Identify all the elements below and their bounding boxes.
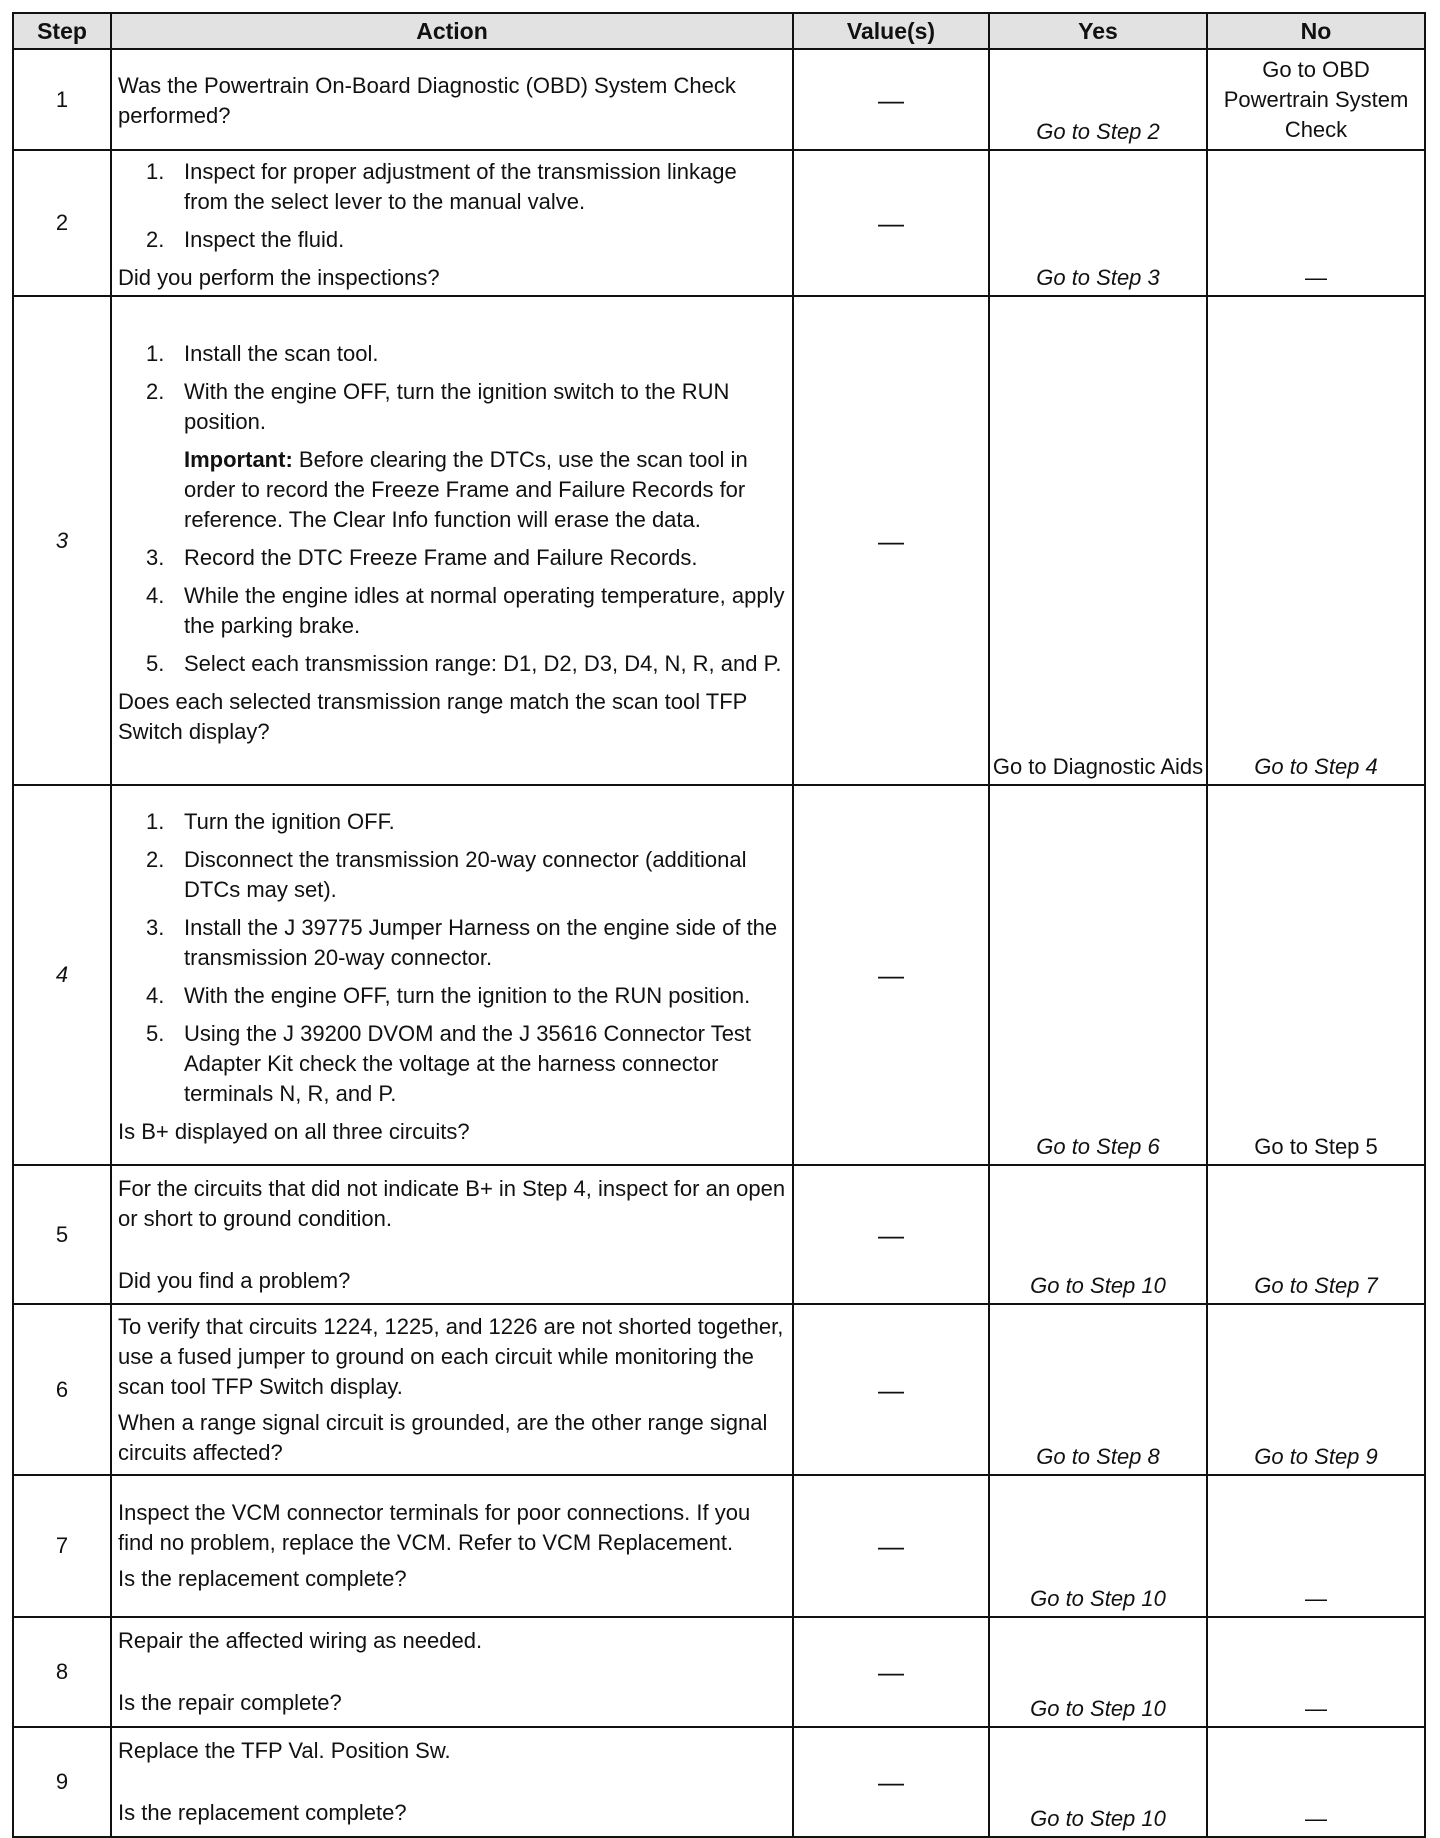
- diagnostic-table: [12, 12, 1426, 1838]
- action-question: Did you find a problem?: [118, 1267, 351, 1293]
- header-row: [13, 13, 1425, 49]
- action-item: 4. With the engine OFF, turn the ignition to the RUN position.: [146, 983, 751, 1008]
- action-cell: [111, 296, 793, 785]
- action-question: Does each selected transmission range match the scan tool TFP Switch display?: [118, 688, 747, 744]
- no-cell: Go to Step 9: [1207, 1304, 1425, 1475]
- header-step: Step: [13, 13, 111, 49]
- step-number: 2: [13, 150, 111, 296]
- values-cell: —: [793, 1617, 989, 1727]
- action-question: Was the Powertrain On-Board Diagnostic (OBD) System Check performed?: [118, 72, 736, 128]
- yes-cell: Go to Step 6: [989, 785, 1207, 1165]
- action-text: Repair the affected wiring as needed.: [118, 1628, 483, 1653]
- table-row: [13, 296, 1425, 785]
- step-number: 4: [13, 785, 111, 1165]
- action-list: [118, 157, 786, 255]
- action-text: Replace the TFP Val. Position Sw.: [118, 1738, 451, 1763]
- action-item: 1. Inspect for proper adjustment of the transmission linkage from the select lever to the manual valve.: [146, 159, 737, 214]
- yes-cell: Go to Step 10: [989, 1165, 1207, 1304]
- action-list: [118, 543, 786, 679]
- action-item: 5. Select each transmission range: D1, D2, D3, D4, N, R, and P.: [146, 650, 782, 676]
- values-cell: —: [793, 785, 989, 1165]
- no-cell: —: [1207, 1475, 1425, 1617]
- header-no: No: [1207, 13, 1425, 49]
- action-text: For the circuits that did not indicate B+ in Step 4, inspect for an open or short to ground condition.: [118, 1175, 786, 1231]
- action-cell: [111, 785, 793, 1165]
- values-cell: —: [793, 1165, 989, 1304]
- action-item: 3. Install the J 39775 Jumper Harness on the engine side of the transmission 20-way connector.: [146, 915, 778, 970]
- action-list: [118, 339, 786, 437]
- action-text: To verify that circuits 1224, 1225, and 1226 are not shorted together, use a fused jumper to ground on each circuit while monitoring the scan tool TFP Switch display.: [118, 1313, 784, 1399]
- action-text: Inspect the VCM connector terminals for poor connections. If you find no problem, replace the VCM. Refer to VCM Replacement.: [118, 1500, 751, 1555]
- action-cell: [111, 49, 793, 150]
- step-number: 1: [13, 49, 111, 150]
- header-action: Action: [111, 13, 793, 49]
- action-question: Is the replacement complete?: [118, 1800, 407, 1825]
- action-question: When a range signal circuit is grounded, are the other range signal circuits affected?: [118, 1409, 768, 1465]
- table-row: [13, 1475, 1425, 1617]
- action-cell: [111, 1304, 793, 1475]
- no-cell: —: [1207, 1727, 1425, 1837]
- header-yes: Yes: [989, 13, 1207, 49]
- action-question: Did you perform the inspections?: [118, 265, 440, 290]
- yes-cell: Go to Diagnostic Aids: [989, 296, 1207, 785]
- action-item: 2. With the engine OFF, turn the ignition switch to the RUN position.: [146, 378, 730, 434]
- no-cell: Go to OBD Powertrain System Check: [1207, 49, 1425, 150]
- no-cell: Go to Step 4: [1207, 296, 1425, 785]
- values-cell: —: [793, 49, 989, 150]
- action-item: 1. Install the scan tool.: [146, 340, 379, 366]
- action-item: 2. Inspect the fluid.: [146, 227, 345, 252]
- step-number: 7: [13, 1475, 111, 1617]
- header-values: Value(s): [793, 13, 989, 49]
- table-row: [13, 1165, 1425, 1304]
- no-cell: —: [1207, 150, 1425, 296]
- action-item: 3. Record the DTC Freeze Frame and Failure Records.: [146, 544, 698, 570]
- action-item: 5. Using the J 39200 DVOM and the J 35616 Connector Test Adapter Kit check the voltage at the harness connector terminals N, R, and P.: [146, 1021, 752, 1106]
- action-cell: [111, 1475, 793, 1617]
- values-cell: —: [793, 1475, 989, 1617]
- values-cell: —: [793, 150, 989, 296]
- table-row: [13, 785, 1425, 1165]
- yes-cell: Go to Step 10: [989, 1475, 1207, 1617]
- step-number: 9: [13, 1727, 111, 1837]
- values-cell: —: [793, 1304, 989, 1475]
- action-list: [118, 807, 786, 1109]
- yes-cell: Go to Step 10: [989, 1727, 1207, 1837]
- table-row: [13, 1304, 1425, 1475]
- table-row: [13, 1617, 1425, 1727]
- yes-cell: Go to Step 10: [989, 1617, 1207, 1727]
- action-cell: [111, 1165, 793, 1304]
- step-number: 3: [13, 296, 111, 785]
- action-item: 4. While the engine idles at normal operating temperature, apply the parking brake.: [146, 582, 785, 638]
- action-cell: [111, 150, 793, 296]
- step-number: 5: [13, 1165, 111, 1304]
- action-question: Is B+ displayed on all three circuits?: [118, 1119, 470, 1144]
- no-cell: —: [1207, 1617, 1425, 1727]
- values-cell: —: [793, 1727, 989, 1837]
- action-item: 1. Turn the ignition OFF.: [146, 809, 395, 834]
- table-row: [13, 150, 1425, 296]
- yes-cell: Go to Step 2: [989, 49, 1207, 150]
- action-question: Is the repair complete?: [118, 1690, 342, 1715]
- action-cell: [111, 1727, 793, 1837]
- step-number: 8: [13, 1617, 111, 1727]
- no-cell: Go to Step 5: [1207, 785, 1425, 1165]
- yes-cell: Go to Step 3: [989, 150, 1207, 296]
- action-cell: [111, 1617, 793, 1727]
- no-cell: Go to Step 7: [1207, 1165, 1425, 1304]
- action-question: Is the replacement complete?: [118, 1566, 407, 1591]
- values-cell: —: [793, 296, 989, 785]
- important-note: Important: Before clearing the DTCs, use the scan tool in order to record the Freeze Frame and Failure Records for reference. The Clear Info function will erase the data.: [184, 446, 748, 532]
- table-row: [13, 1727, 1425, 1837]
- step-number: 6: [13, 1304, 111, 1475]
- action-item: 2. Disconnect the transmission 20-way connector (additional DTCs may set).: [146, 847, 747, 902]
- table-row: [13, 49, 1425, 150]
- yes-cell: Go to Step 8: [989, 1304, 1207, 1475]
